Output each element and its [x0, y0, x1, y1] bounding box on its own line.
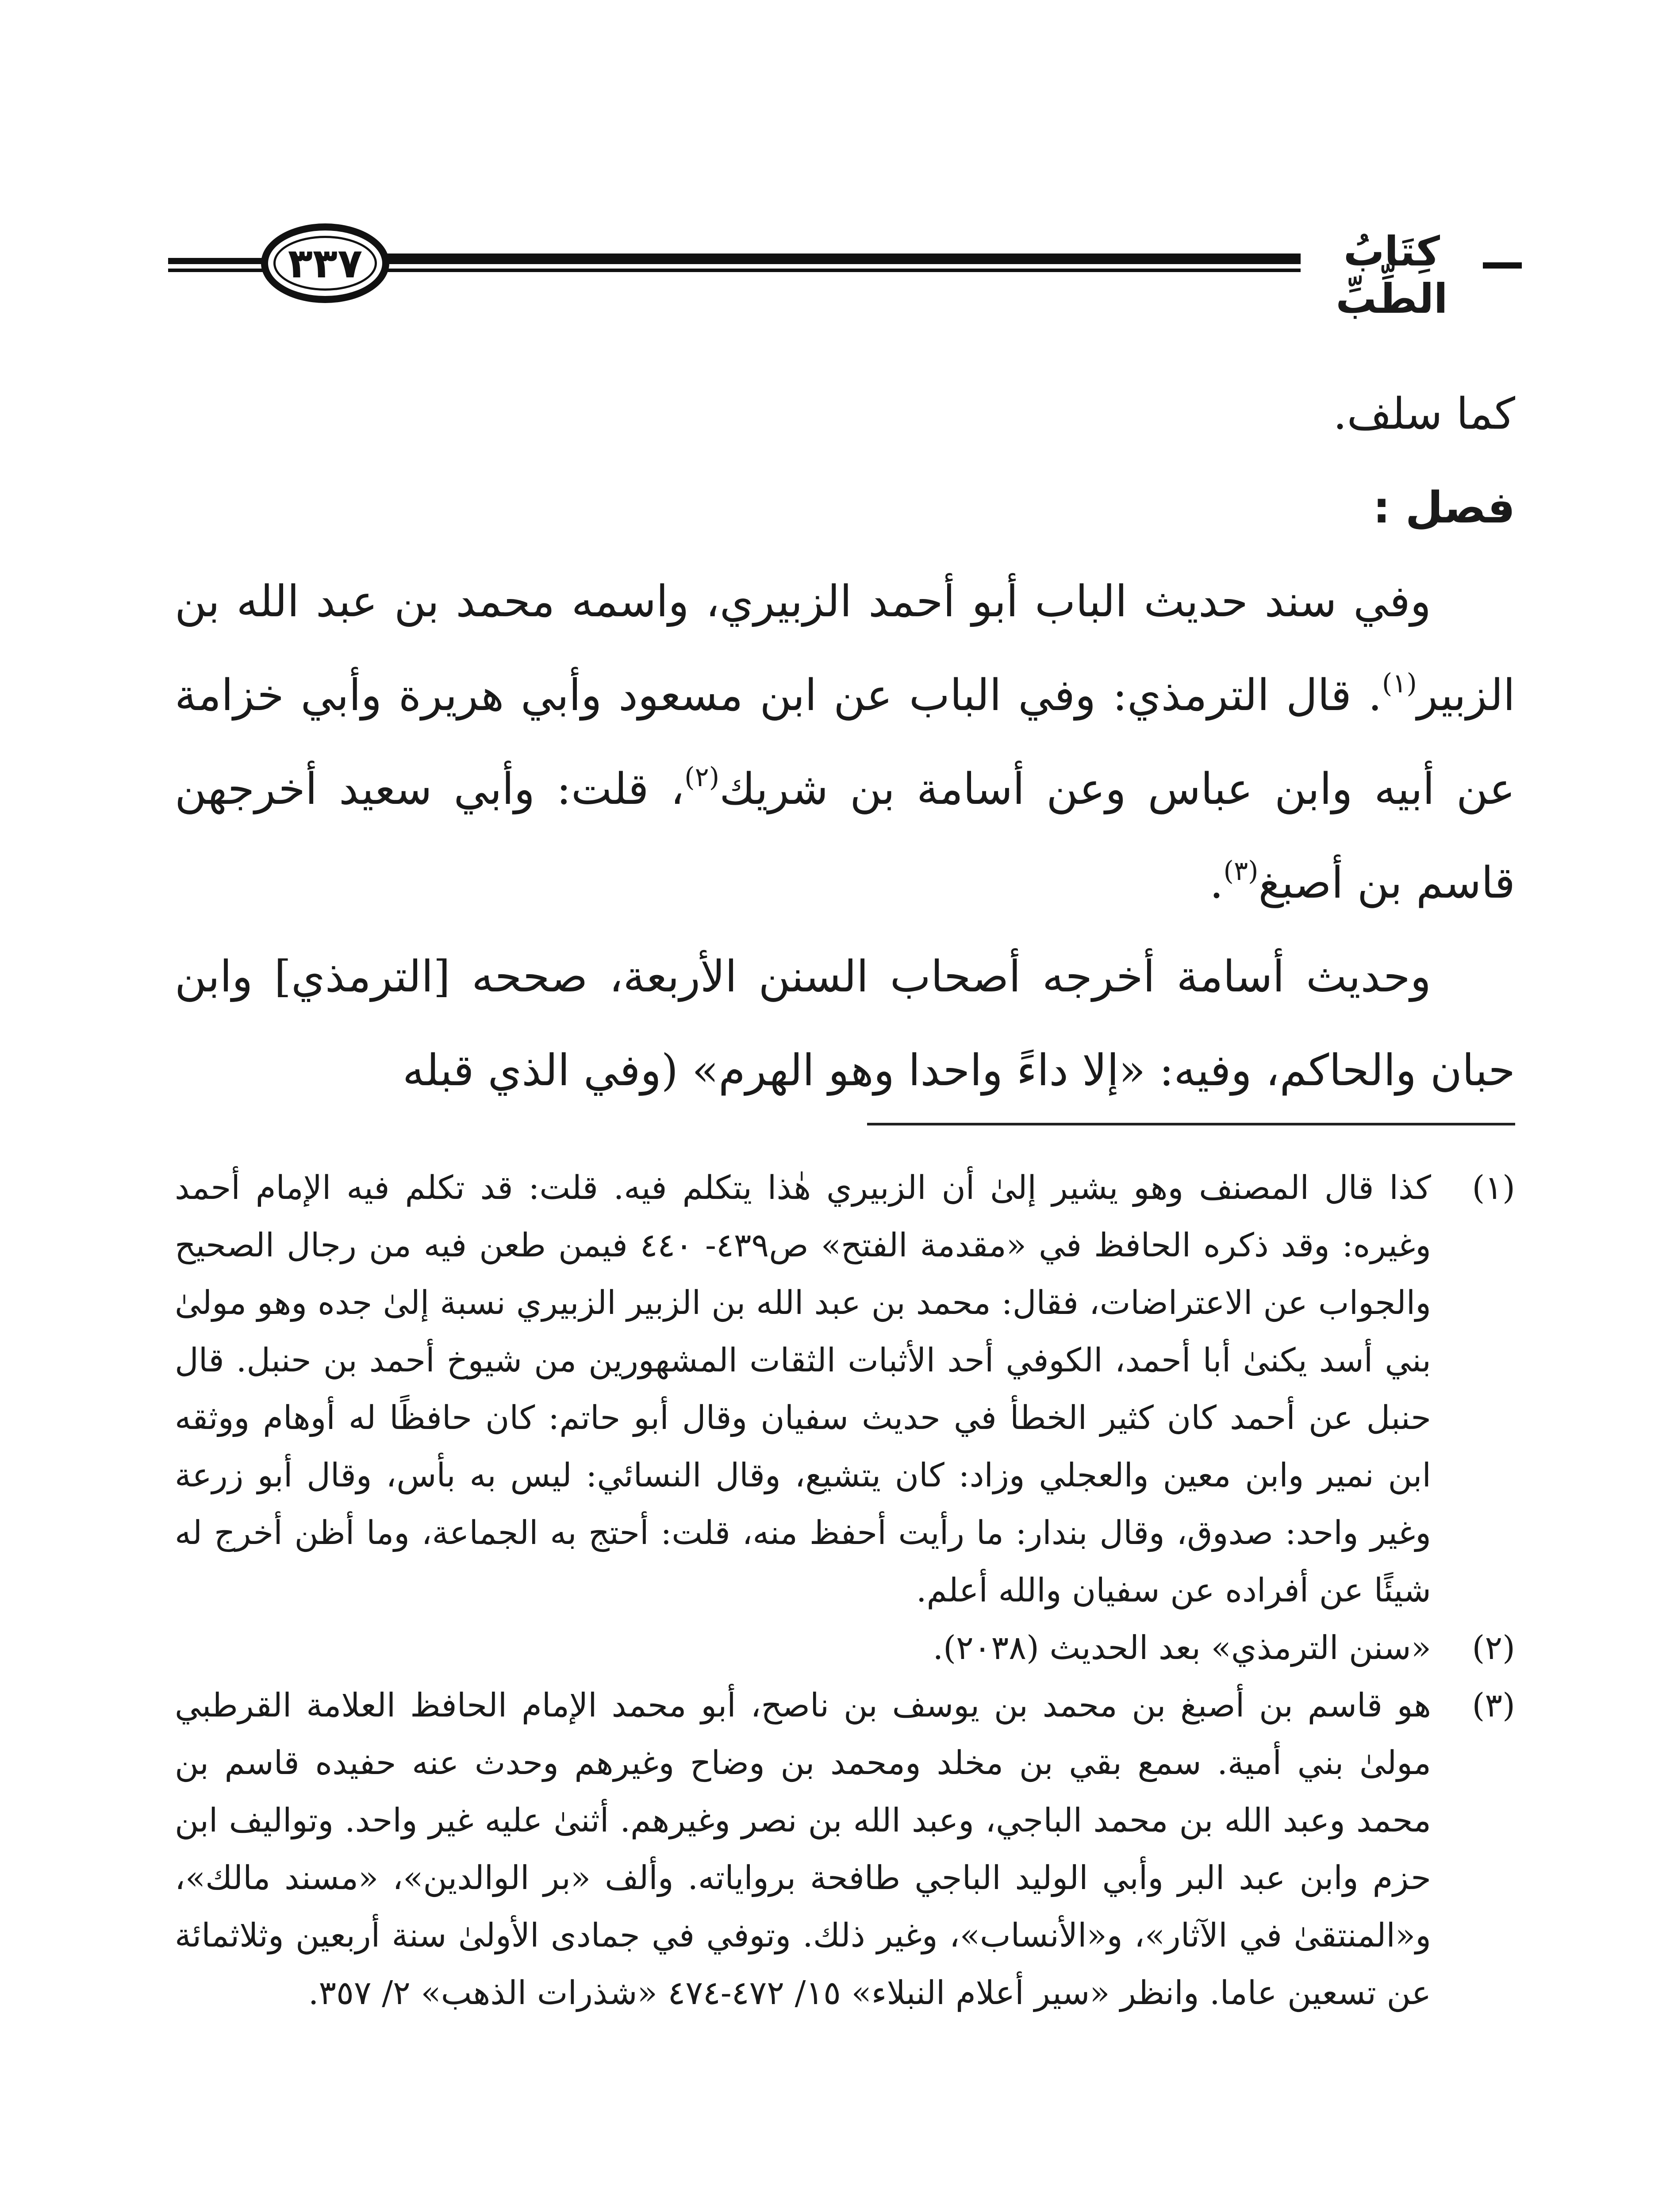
- footnote-ref-1[interactable]: (١): [1382, 668, 1417, 699]
- footnote-ref-2[interactable]: (٢): [684, 762, 720, 793]
- paragraph-2-part-b: . قال الترمذي: وفي الباب عن ابن مسعود وأبي هريرة وأبي خزامة عن أبيه وابن عباس وعن أسامة بن شريك: [175, 670, 1515, 814]
- footnote-3: [175, 1677, 1515, 2022]
- paragraph-2-part-c: ، قلت: وأبي سعيد أخرجهن قاسم بن أصبغ: [175, 764, 1515, 908]
- paragraph-3: وحديث أسامة أخرجه أصحاب السنن الأربعة، صححه [الترمذي] وابن حبان والحاكم، وفيه: «إلا داءً واحدا وهو الهرم» (وفي الذي قبله: [175, 952, 1515, 1096]
- footnote-number: (٢): [1472, 1629, 1515, 1667]
- header-rule-right: [1478, 262, 1522, 269]
- paragraph-2-part-d: .: [1209, 858, 1224, 908]
- page-number: ٣٣٧: [261, 223, 389, 303]
- paragraph-2: [175, 555, 1515, 930]
- paragraph-1: كما سلف.: [1333, 389, 1515, 439]
- footnotes: [175, 1159, 1515, 2022]
- header-rule-main-thin: [369, 269, 1422, 272]
- footnote-2: [175, 1619, 1515, 1677]
- footnote-text: هو قاسم بن أصبغ بن محمد بن يوسف بن ناصح، أبو محمد الإمام الحافظ العلامة القرطبي مولىٰ بني أمية. سمع بقي بن مخلد ومحمد بن وضاح وغيرهم وحدث عنه حفيده قاسم بن محمد وعبد الله بن محمد الباجي، وعبد الله بن نصر وغيرهم. أثنىٰ عليه غير واحد. وتواليف ابن حزم وابن عبد البر وأبي الوليد الباجي طافحة برواياته. وألف «بر الوالدين»، «مسند مالك»، و«المنتقىٰ في الآثار»، و«الأنساب»، وغير ذلك. وتوفي في جمادى الأولىٰ سنة أربعين وثلاثمائة عن تسعين عاما. وانظر «سير أعلام النبلاء» ١٥/ ٤٧٢-٤٧٤ «شذرات الذهب» ٢/ ٣٥٧.: [175, 1686, 1431, 2012]
- paragraph-2-part-a: وفي سند حديث الباب أبو أحمد الزبيري، واسمه محمد بن عبد الله بن الزبير: [175, 576, 1515, 721]
- footnote-number: (٣): [1472, 1686, 1515, 1724]
- section-heading: فصل :: [1373, 483, 1515, 533]
- header-rule-main: [369, 253, 1422, 264]
- running-title: كِتَابُ الطِّبِّ: [1301, 228, 1483, 323]
- footnote-1: [175, 1159, 1515, 1619]
- footnote-text: كذا قال المصنف وهو يشير إلىٰ أن الزبيري هٰذا يتكلم فيه. قلت: قد تكلم فيه الإمام أحمد وغيره: وقد ذكره الحافظ في «مقدمة الفتح» ص٤٣٩- ٤٤٠ فيمن طعن فيه من رجال الصحيح والجواب عن الاعتراضات، فقال: محمد بن عبد الله بن الزبير الزبيري نسبة إلىٰ جده وهو مولىٰ بني أسد يكنىٰ أبا أحمد، الكوفي أحد الأثبات الثقات المشهورين من شيوخ أحمد بن حنبل. قال حنبل عن أحمد كان كثير الخطأ في حديث سفيان وقال أبو حاتم: كان حافظًا له أوهام ووثقه ابن نمير وابن معين والعجلي وزاد: كان يتشيع، وقال النسائي: ليس به بأس، وقال أبو زرعة وغير واحد: صدوق، وقال بندار: ما رأيت أحفظ منه، قلت: أحتج به الجماعة، وما أظن أخرج له شيئًا عن أفراده عن سفيان والله أعلم.: [175, 1169, 1431, 1609]
- running-header: [168, 223, 1522, 323]
- footnote-number: (١): [1472, 1169, 1515, 1207]
- main-text: [175, 367, 1515, 1118]
- footnote-ref-3[interactable]: (٣): [1223, 856, 1259, 887]
- footnote-separator: [867, 1123, 1515, 1125]
- footnote-text: «سنن الترمذي» بعد الحديث (٢٠٣٨).: [933, 1629, 1431, 1667]
